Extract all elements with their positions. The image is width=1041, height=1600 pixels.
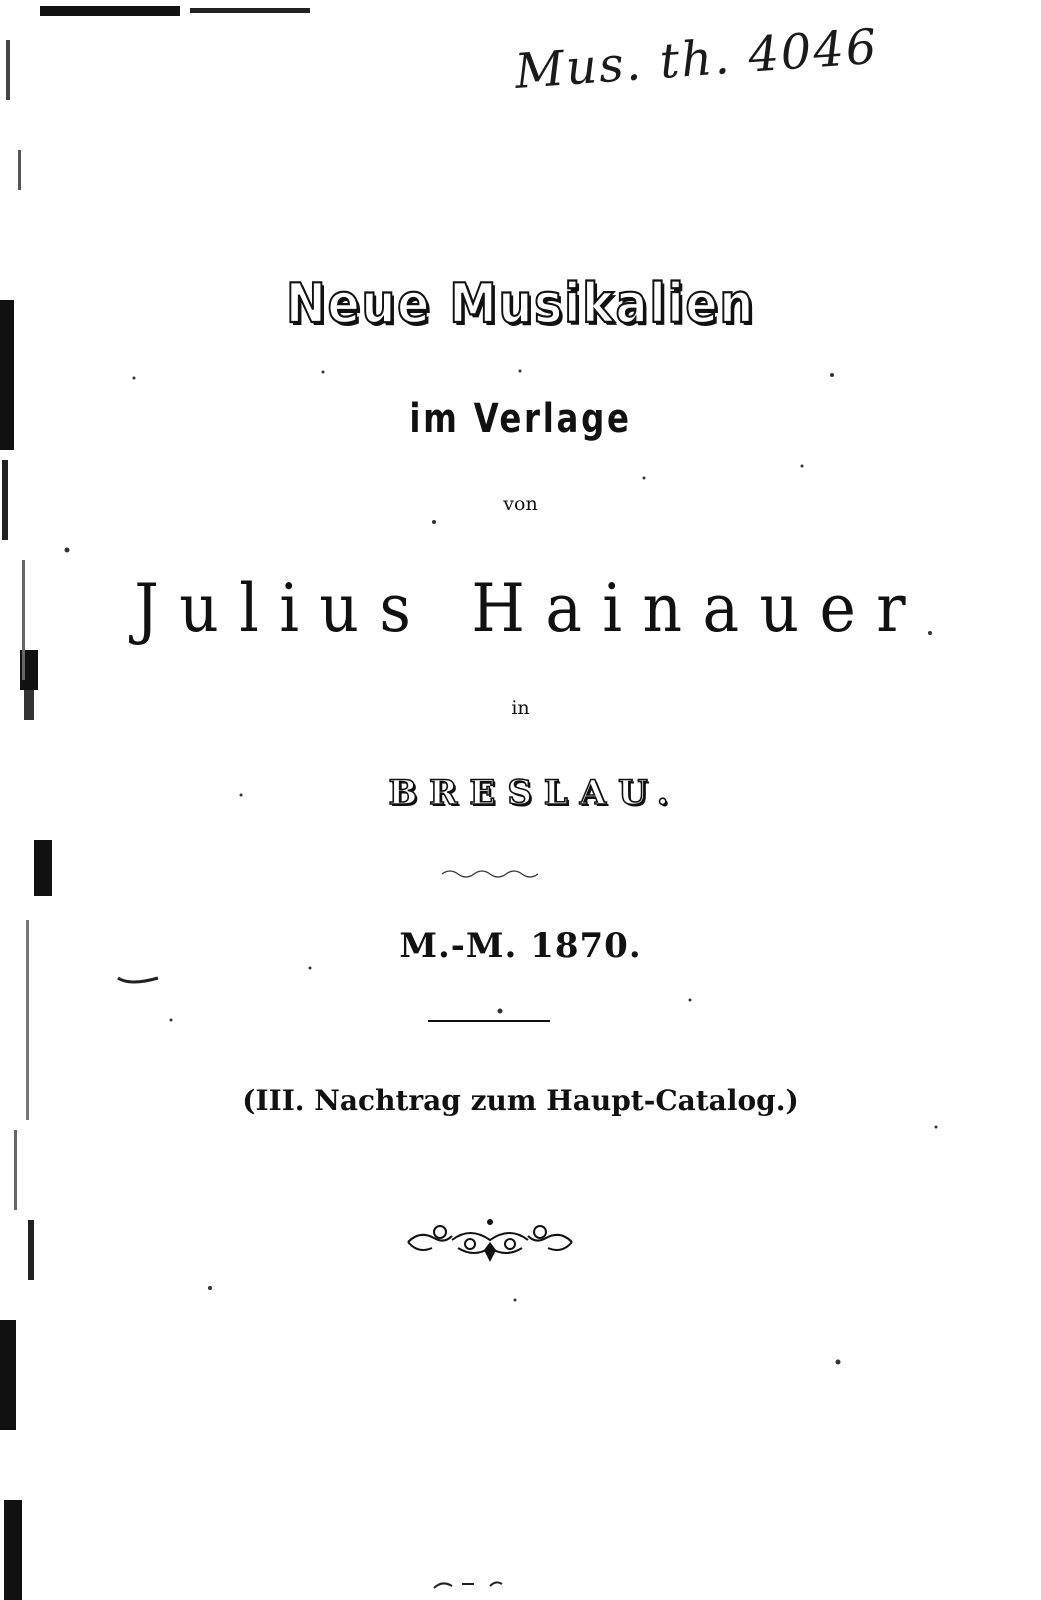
vignette-ornament-icon bbox=[400, 1214, 580, 1266]
catalog-note: (III. Nachtrag zum Haupt-Catalog.) bbox=[242, 1084, 799, 1117]
von-word: von bbox=[503, 493, 538, 515]
bottom-smudge bbox=[430, 1572, 530, 1596]
scanned-top-edge bbox=[30, 4, 310, 22]
publisher-name: Julius Hainauer bbox=[134, 570, 927, 647]
handwritten-shelfmark bbox=[505, 18, 905, 120]
horizontal-rule bbox=[428, 1020, 550, 1022]
city-name: BRESLAU. bbox=[388, 773, 681, 813]
shelfmark-text: Mus. th. 4046 bbox=[513, 18, 881, 100]
in-word: in bbox=[511, 697, 530, 719]
subtitle: im Verlage bbox=[409, 396, 632, 442]
wavy-divider-icon bbox=[440, 862, 540, 882]
page-title: Neue Musikalien bbox=[285, 272, 756, 335]
date-range: M.-M. 1870. bbox=[399, 926, 642, 966]
